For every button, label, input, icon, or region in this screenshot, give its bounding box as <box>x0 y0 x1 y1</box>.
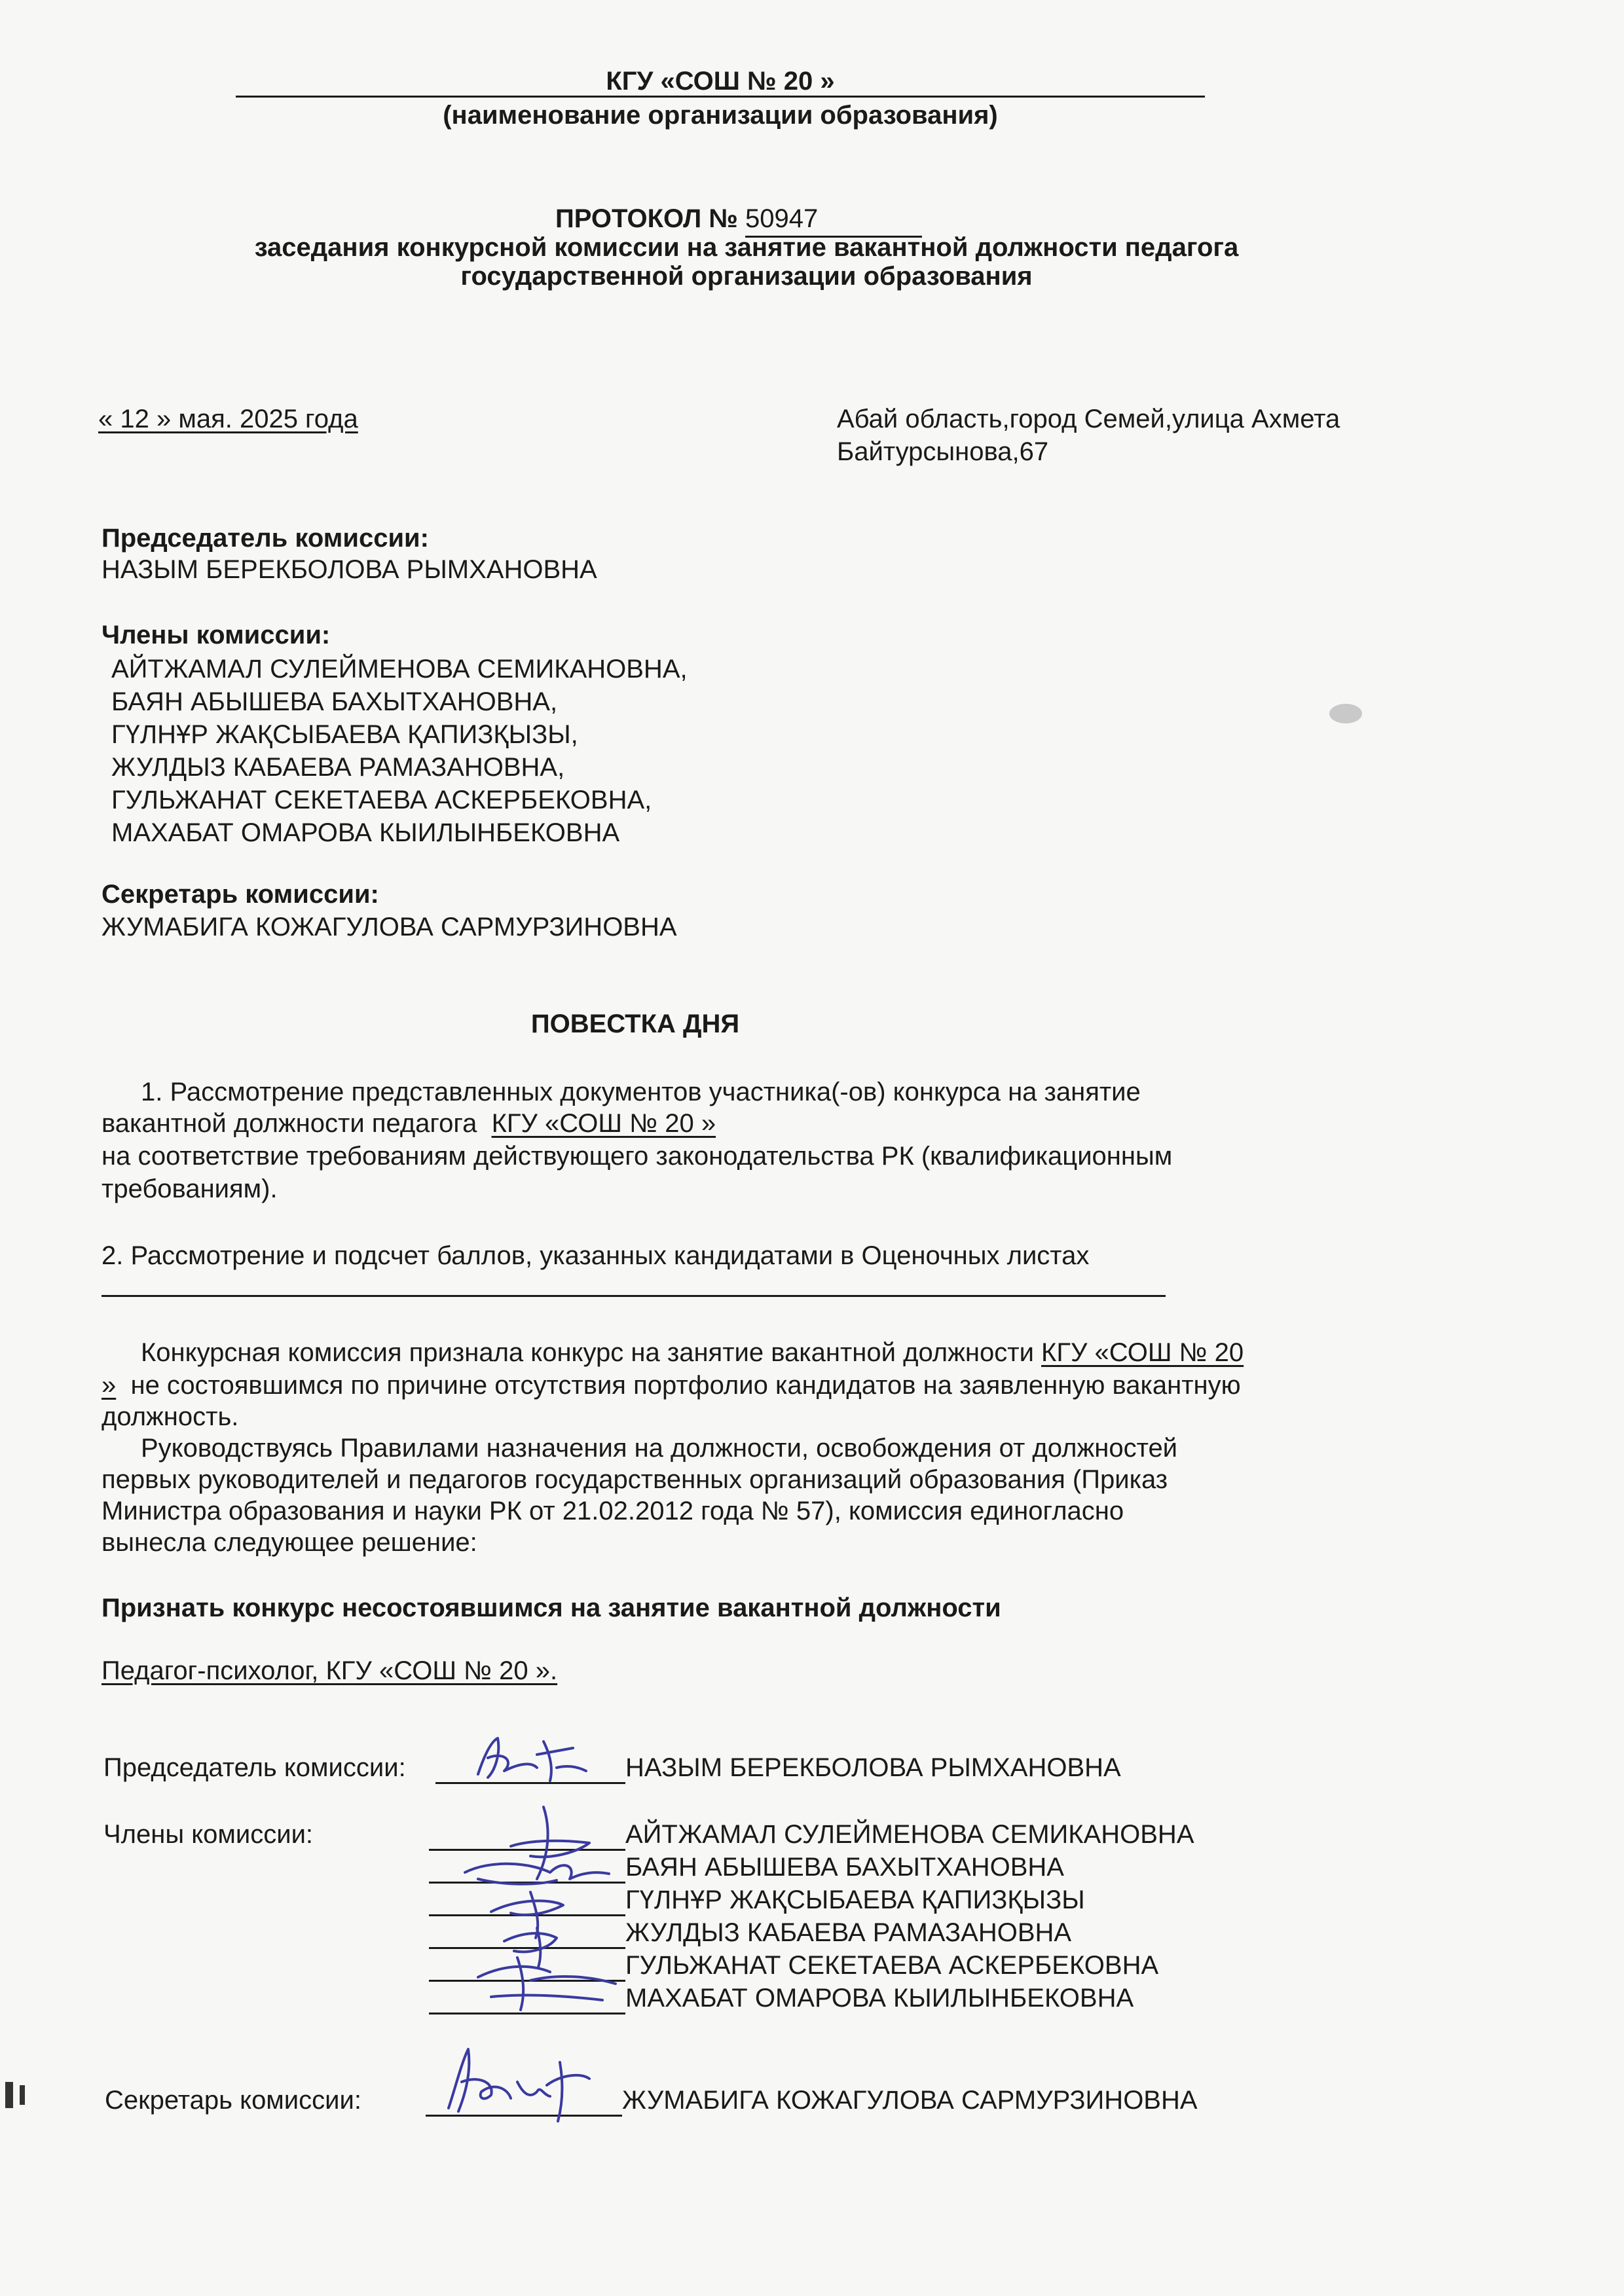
org-caption: (наименование организации образования) <box>443 101 998 130</box>
body-p1-line1: Конкурсная комиссия признала конкурс на занятие вакантной должности КГУ «СОШ № 20 <box>141 1338 1244 1367</box>
members-heading: Члены комиссии: <box>101 621 331 649</box>
member-item: АЙТЖАМАЛ СУЛЕЙМЕНОВА СЕМИКАНОВНА, <box>111 655 688 683</box>
secretary-signature <box>432 2036 602 2128</box>
scan-edge-mark <box>20 2085 25 2105</box>
chair-signature <box>458 1728 616 1794</box>
sign-secretary-label: Секретарь комиссии: <box>105 2086 361 2115</box>
chair-name: НАЗЫМ БЕРЕКБОЛОВА РЫМХАНОВНА <box>101 555 597 584</box>
member-item: ГҮЛНҰР ЖАҚСЫБАЕВА ҚАПИЗҚЫЗЫ, <box>111 720 578 749</box>
position-text: Педагог-психолог, КГУ «СОШ № 20 ». <box>101 1656 558 1685</box>
agenda-item1-line1: 1. Рассмотрение представленных документов участника(-ов) конкурса на занятие <box>141 1078 1141 1106</box>
body-p2-line3: Министра образования и науки РК от 21.02.2012 года № 57), комиссия единогласно <box>101 1497 1124 1525</box>
body-p2-line1: Руководствуясь Правилами назначения на должности, освобождения от должностей <box>141 1434 1178 1463</box>
decision-text: Признать конкурс несостоявшимся на занятие вакантной должности <box>101 1594 1001 1622</box>
protocol-label: ПРОТОКОЛ № <box>555 204 738 233</box>
member-item: ЖУЛДЫЗ КАБАЕВА РАМАЗАНОВНА, <box>111 753 565 782</box>
sign-member-name: МАХАБАТ ОМАРОВА КЫИЛЫНБЕКОВНА <box>625 1984 1134 2013</box>
org-name: КГУ «СОШ № 20 » <box>606 67 835 96</box>
agenda-item1-line2: вакантной должности педагога КГУ «СОШ № 20 » <box>101 1109 716 1138</box>
agenda-title: ПОВЕСТКА ДНЯ <box>530 1010 740 1038</box>
sign-members-label: Члены комиссии: <box>103 1820 314 1849</box>
sign-secretary-name: ЖУМАБИГА КОЖАГУЛОВА САРМУРЗИНОВНА <box>622 2086 1198 2115</box>
protocol-address-line2: Байтурсынова,67 <box>837 437 1049 466</box>
member-item: ГУЛЬЖАНАТ СЕКЕТАЕВА АСКЕРБЕКОВНА, <box>111 786 652 814</box>
agenda-item1-line4: требованиям). <box>101 1175 278 1203</box>
sign-chair-label: Председатель комиссии: <box>103 1753 406 1782</box>
agenda-item2: 2. Рассмотрение и подсчет баллов, указанных кандидатами в Оценочных листах <box>101 1241 1090 1270</box>
scan-edge-mark <box>5 2082 13 2108</box>
protocol-date: « 12 » мая. 2025 года <box>98 405 358 433</box>
secretary-name: ЖУМАБИГА КОЖАГУЛОВА САРМУРЗИНОВНА <box>101 913 677 941</box>
member-item: БАЯН АБЫШЕВА БАХЫТХАНОВНА, <box>111 687 558 716</box>
protocol-subtitle-line2: государственной организации образования <box>460 262 1033 291</box>
agenda-item1-line3: на соответствие требованиям действующего законодательства РК (квалификационным <box>101 1142 1173 1171</box>
org-name-underline <box>236 96 1205 98</box>
members-signatures <box>452 1800 635 2023</box>
body-p2-line4: вынесла следующее решение: <box>101 1528 477 1557</box>
body-p1-line2: » не состоявшимся по причине отсутствия портфолио кандидатов на заявленную вакантную <box>101 1371 1241 1400</box>
sign-member-name: АЙТЖАМАЛ СУЛЕЙМЕНОВА СЕМИКАНОВНА <box>625 1820 1194 1849</box>
sign-member-name: ГУЛЬЖАНАТ СЕКЕТАЕВА АСКЕРБЕКОВНА <box>625 1951 1159 1980</box>
secretary-heading: Секретарь комиссии: <box>101 880 379 909</box>
protocol-subtitle-line1: заседания конкурсной комиссии на занятие вакантной должности педагога <box>254 233 1239 262</box>
sign-member-name: ГҮЛНҰР ЖАҚСЫБАЕВА ҚАПИЗҚЫЗЫ <box>625 1886 1085 1914</box>
body-p1-line3: должность. <box>101 1402 239 1431</box>
sign-member-name: ЖУЛДЫЗ КАБАЕВА РАМАЗАНОВНА <box>625 1918 1072 1947</box>
chair-heading: Председатель комиссии: <box>101 524 429 553</box>
agenda-divider <box>101 1295 1166 1297</box>
sign-chair-name: НАЗЫМ БЕРЕКБОЛОВА РЫМХАНОВНА <box>625 1753 1121 1782</box>
member-item: МАХАБАТ ОМАРОВА КЫИЛЫНБЕКОВНА <box>111 818 620 847</box>
protocol-address-line1: Абай область,город Семей,улица Ахмета <box>837 405 1340 433</box>
sign-member-name: БАЯН АБЫШЕВА БАХЫТХАНОВНА <box>625 1853 1064 1882</box>
body-p2-line2: первых руководителей и педагогов государственных организаций образования (Приказ <box>101 1465 1168 1494</box>
scan-speck <box>1329 704 1362 723</box>
protocol-number: 50947 <box>745 202 922 238</box>
